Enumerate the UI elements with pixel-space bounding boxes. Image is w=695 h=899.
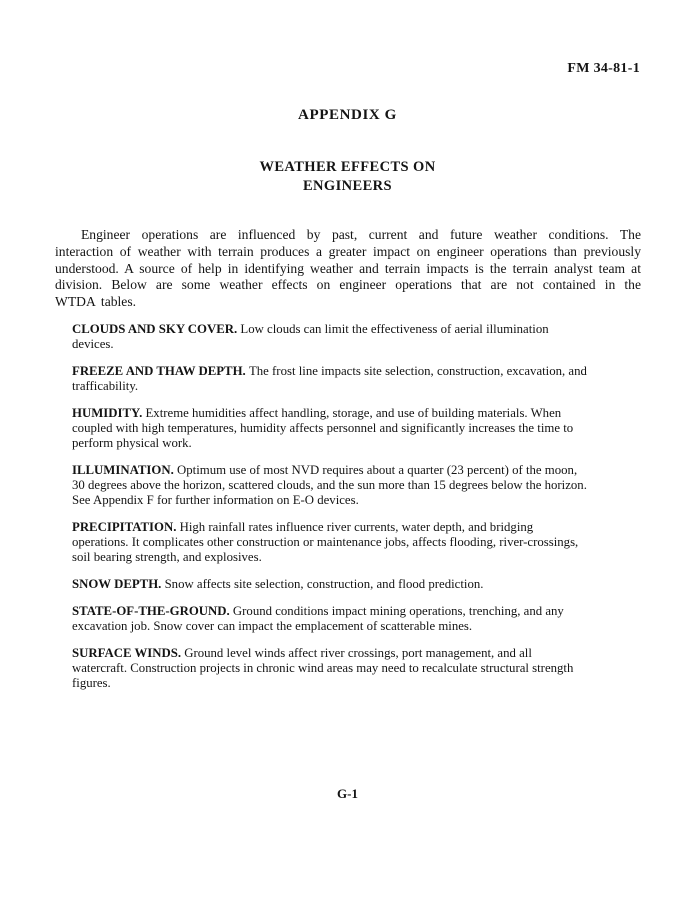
entry-term: HUMIDITY. (72, 406, 146, 420)
intro-paragraph: Engineer operations are influenced by past, current and future weather conditions. The interaction of weather with terrain produces a greater impact on engineer operations than previously understood. A source of help in identifying weather and terrain impacts is the terrain analyst team at division. Below are some weather effects on engineer operations that are not contained in the WTDA tables. (55, 227, 641, 310)
entry-text: Ground conditions impact mining operations, trenching, and any excavation job. Snow cover can impact the emplacement of scatterable mines. (72, 604, 564, 633)
entry-text: Ground level winds affect river crossings, port management, and all watercraft. Construction projects in chronic wind areas may need to recalculate structural strength figures. (72, 646, 574, 690)
entry-paragraph (72, 406, 588, 451)
entry-paragraph (72, 577, 588, 592)
entry-text: Extreme humidities affect handling, storage, and use of building materials. When coupled with high temperatures, humidity affects personnel and significantly increases the time to perform physical work. (72, 406, 574, 450)
entry-paragraph (72, 520, 588, 565)
entries-list (72, 322, 588, 703)
entry-text: High rainfall rates influence river currents, water depth, and bridging operations. It complicates other construction or maintenance jobs, affects flooding, river-crossings, soil bearing strength, and explosives. (72, 520, 579, 564)
page-number: G-1 (337, 786, 358, 801)
entry-term: SURFACE WINDS. (72, 646, 185, 660)
entry-term: ILLUMINATION. (72, 463, 177, 477)
entry-text: Optimum use of most NVD requires about a quarter (23 percent) of the moon, 30 degrees above the horizon, scattered clouds, and the sun more than 15 degrees below the horizon. See Appendix F for further information on E-O devices. (72, 463, 587, 507)
chapter-title-line1: WEATHER EFFECTS ON (259, 159, 436, 175)
appendix-title: APPENDIX G (298, 107, 397, 123)
entry-text: The frost line impacts site selection, construction, excavation, and trafficability. (72, 364, 587, 393)
entry-term: SNOW DEPTH. (72, 577, 165, 591)
entry-paragraph (72, 604, 588, 634)
chapter-title (0, 158, 695, 196)
entry-term: FREEZE AND THAW DEPTH. (72, 364, 249, 378)
entry-paragraph (72, 364, 588, 394)
doc-number: FM 34-81-1 (567, 61, 640, 76)
entry-text: Low clouds can limit the effectiveness of aerial illumination devices. (72, 322, 549, 351)
entry-term: CLOUDS AND SKY COVER. (72, 322, 241, 336)
entry-text: Snow affects site selection, construction, and flood prediction. (164, 577, 484, 591)
entry-paragraph (72, 646, 588, 691)
chapter-title-line2: ENGINEERS (302, 178, 392, 194)
entry-term: PRECIPITATION. (72, 520, 180, 534)
entry-paragraph (72, 322, 588, 352)
entry-paragraph (72, 463, 588, 508)
entry-term: STATE-OF-THE-GROUND. (72, 604, 233, 618)
